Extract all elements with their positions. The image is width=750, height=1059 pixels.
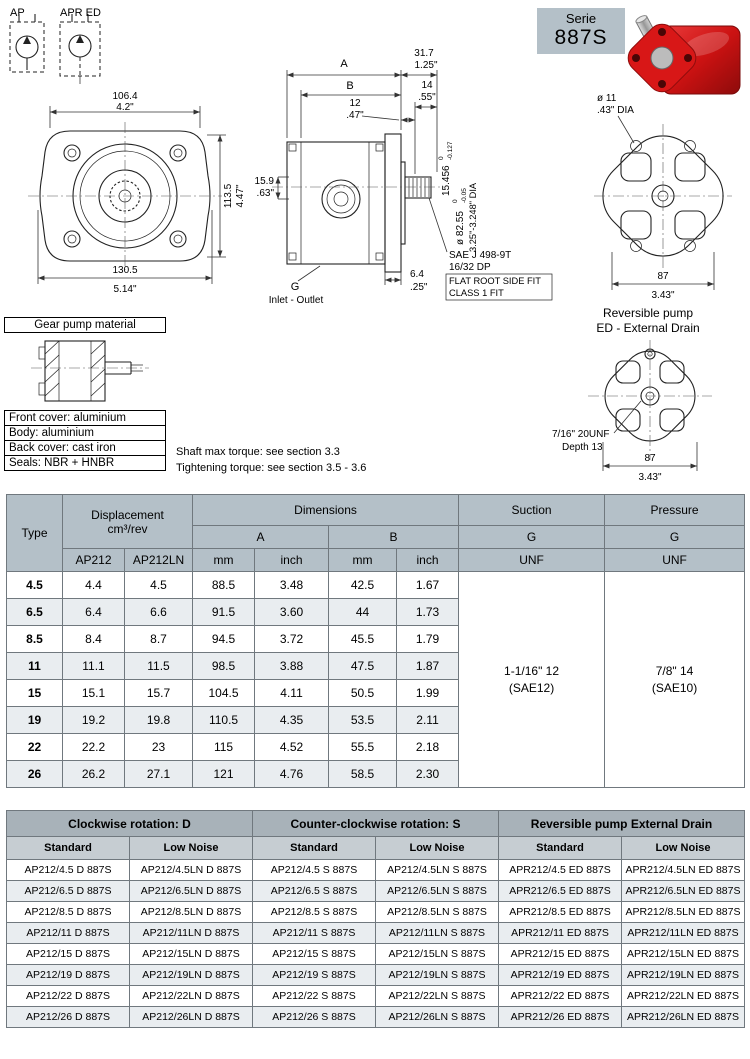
dim-pilot-mm: ø 82.55 <box>455 211 466 245</box>
part-number-cell: AP212/6.5LN D 887S <box>130 881 253 902</box>
a-mm-cell: 104.5 <box>193 680 255 707</box>
dim-64-mm: 6.4 <box>410 269 424 280</box>
part-number-cell: AP212/26 S 887S <box>253 1007 376 1028</box>
type-cell: 6.5 <box>7 599 63 626</box>
b-mm-cell: 42.5 <box>329 572 397 599</box>
header-suction: Suction <box>459 495 605 526</box>
part-number-cell: AP212/11 D 887S <box>7 923 130 944</box>
apr-ed-symbol <box>60 7 101 84</box>
dim-64-in: .25" <box>410 282 428 293</box>
part-number-cell: APR212/15 ED 887S <box>499 944 622 965</box>
material-box <box>4 317 166 471</box>
type-cell: 22 <box>7 734 63 761</box>
dim-front-overall-in: 5.14" <box>113 284 137 295</box>
header-ap212ln: AP212LN <box>125 549 193 572</box>
dim-a-label: A <box>340 58 348 70</box>
part-number-cell: APR212/6.5 ED 887S <box>499 881 622 902</box>
table-row <box>7 944 745 965</box>
a-inch-cell: 4.76 <box>255 761 329 788</box>
header-pressure-g: G <box>605 526 745 549</box>
header-dim-a: A <box>193 526 329 549</box>
part-number-cell: AP212/26 D 887S <box>7 1007 130 1028</box>
ap212-cell: 19.2 <box>63 707 125 734</box>
subheader-standard: Standard <box>7 837 130 860</box>
subheader-low-noise: Low Noise <box>130 837 253 860</box>
ap212ln-cell: 15.7 <box>125 680 193 707</box>
dim-hole-dia-mm: ø 11 <box>597 93 617 104</box>
serie-badge <box>537 8 625 54</box>
header-reversible-drain: Reversible pump External Drain <box>499 811 745 837</box>
serie-value: 887S <box>554 26 608 49</box>
dim-12-in: .47" <box>346 110 364 121</box>
header-type: Type <box>7 495 63 572</box>
header-suction-g: G <box>459 526 605 549</box>
a-mm-cell: 98.5 <box>193 653 255 680</box>
part-number-cell: AP212/19LN D 887S <box>130 965 253 986</box>
header-pressure: Pressure <box>605 495 745 526</box>
a-inch-cell: 4.52 <box>255 734 329 761</box>
table-row <box>7 572 745 599</box>
part-number-cell: AP212/19 D 887S <box>7 965 130 986</box>
b-mm-cell: 58.5 <box>329 761 397 788</box>
dim-front-width-mm: 106.4 <box>112 91 138 102</box>
b-mm-cell: 55.5 <box>329 734 397 761</box>
part-number-cell: AP212/22LN S 887S <box>376 986 499 1007</box>
part-number-cell: AP212/8.5 D 887S <box>7 902 130 923</box>
part-number-cell: APR212/11 ED 887S <box>499 923 622 944</box>
drain-depth-label: Depth 13 <box>562 442 603 453</box>
dim-pilot-in: 3.25"-3.248" DIA <box>468 182 478 252</box>
ap212-cell: 15.1 <box>63 680 125 707</box>
dim-159-mm: 15.9 <box>254 176 274 187</box>
ap212-cell: 6.4 <box>63 599 125 626</box>
part-number-cell: APR212/26 ED 887S <box>499 1007 622 1028</box>
dim-hole-dia-in: .43" DIA <box>597 105 634 116</box>
dim-317-mm: 31.7 <box>414 48 434 59</box>
material-item-back-cover: Back cover: cast iron <box>4 440 166 456</box>
part-number-cell: AP212/22 D 887S <box>7 986 130 1007</box>
dimensions-table <box>6 494 745 788</box>
table-row <box>7 860 745 881</box>
type-cell: 8.5 <box>7 626 63 653</box>
header-b-mm: mm <box>329 549 397 572</box>
type-cell: 19 <box>7 707 63 734</box>
part-number-cell: AP212/4.5 D 887S <box>7 860 130 881</box>
header-clockwise: Clockwise rotation: D <box>7 811 253 837</box>
part-number-cell: AP212/11LN D 887S <box>130 923 253 944</box>
serie-label: Serie <box>565 11 597 26</box>
b-mm-cell: 47.5 <box>329 653 397 680</box>
dim-reversible-width-in: 3.43" <box>638 472 662 483</box>
type-cell: 11 <box>7 653 63 680</box>
dim-12-mm: 12 <box>349 98 361 109</box>
ap212ln-cell: 11.5 <box>125 653 193 680</box>
subheader-low-noise: Low Noise <box>622 837 745 860</box>
suction-value-cell <box>459 572 605 788</box>
a-inch-cell: 4.11 <box>255 680 329 707</box>
part-number-cell: AP212/8.5 S 887S <box>253 902 376 923</box>
b-inch-cell: 2.18 <box>397 734 459 761</box>
a-mm-cell: 121 <box>193 761 255 788</box>
suction-value-line1: 1-1/16" 12 <box>504 663 560 678</box>
part-number-cell: AP212/6.5 D 887S <box>7 881 130 902</box>
b-mm-cell: 44 <box>329 599 397 626</box>
dim-b-label: B <box>346 80 354 92</box>
part-number-cell: APR212/26LN ED 887S <box>622 1007 745 1028</box>
dim-pilot <box>452 188 468 245</box>
dim-front-overall-mm: 130.5 <box>112 265 138 276</box>
subheader-standard: Standard <box>253 837 376 860</box>
part-number-cell: APR212/22LN ED 887S <box>622 986 745 1007</box>
ap212ln-cell: 27.1 <box>125 761 193 788</box>
dim-14-mm: 14 <box>421 80 433 91</box>
table-row <box>7 923 745 944</box>
a-mm-cell: 110.5 <box>193 707 255 734</box>
dim-back-width-in: 3.43" <box>651 290 675 301</box>
header-a-inch: inch <box>255 549 329 572</box>
ap212-cell: 8.4 <box>63 626 125 653</box>
material-item-body: Body: aluminium <box>4 425 166 441</box>
part-number-cell: AP212/19 S 887S <box>253 965 376 986</box>
part-number-cell: AP212/11LN S 887S <box>376 923 499 944</box>
a-mm-cell: 115 <box>193 734 255 761</box>
header-dimensions: Dimensions <box>193 495 459 526</box>
part-number-cell: AP212/4.5LN D 887S <box>130 860 253 881</box>
b-mm-cell: 45.5 <box>329 626 397 653</box>
b-inch-cell: 1.79 <box>397 626 459 653</box>
part-number-cell: AP212/6.5LN S 887S <box>376 881 499 902</box>
b-inch-cell: 1.87 <box>397 653 459 680</box>
material-item-front-cover: Front cover: aluminium <box>4 410 166 426</box>
dim-pilot-tol-lo: -0.05 <box>461 188 468 203</box>
part-number-cell: APR212/4.5 ED 887S <box>499 860 622 881</box>
a-inch-cell: 3.60 <box>255 599 329 626</box>
part-number-cell: AP212/15LN S 887S <box>376 944 499 965</box>
header-suction-unf: UNF <box>459 549 605 572</box>
pump-photo <box>622 14 740 97</box>
part-number-cell: APR212/4.5LN ED 887S <box>622 860 745 881</box>
table-row <box>7 902 745 923</box>
part-number-cell: AP212/15 S 887S <box>253 944 376 965</box>
part-number-cell: AP212/26LN S 887S <box>376 1007 499 1028</box>
inlet-outlet-label: Inlet - Outlet <box>268 295 324 306</box>
side-view-drawing <box>255 48 552 306</box>
dim-pilot-tol-hi: 0 <box>452 199 459 203</box>
dim-reversible-width-mm: 87 <box>644 453 656 464</box>
dim-front-width-in: 4.2" <box>116 102 134 113</box>
pressure-value-line1: 7/8" 14 <box>655 663 694 678</box>
subheader-low-noise: Low Noise <box>376 837 499 860</box>
ap212ln-cell: 6.6 <box>125 599 193 626</box>
apr-ed-symbol-label: APR ED <box>60 7 101 19</box>
part-number-cell: AP212/4.5 S 887S <box>253 860 376 881</box>
pressure-value-cell <box>605 572 745 788</box>
ap-symbol-label: AP <box>10 7 25 19</box>
part-number-cell: APR212/8.5 ED 887S <box>499 902 622 923</box>
part-number-cell: AP212/4.5LN S 887S <box>376 860 499 881</box>
part-number-cell: AP212/15LN D 887S <box>130 944 253 965</box>
header-dim-b: B <box>329 526 459 549</box>
b-inch-cell: 1.73 <box>397 599 459 626</box>
type-cell: 4.5 <box>7 572 63 599</box>
part-number-cell: AP212/8.5LN S 887S <box>376 902 499 923</box>
ap212-cell: 4.4 <box>63 572 125 599</box>
part-number-cell: AP212/22LN D 887S <box>130 986 253 1007</box>
type-cell: 15 <box>7 680 63 707</box>
ap-symbol <box>10 7 44 72</box>
header-b-inch: inch <box>397 549 459 572</box>
reversible-pump-drawing <box>552 306 712 483</box>
b-inch-cell: 1.67 <box>397 572 459 599</box>
part-number-cell: AP212/19LN S 887S <box>376 965 499 986</box>
ap212-cell: 26.2 <box>63 761 125 788</box>
b-inch-cell: 2.30 <box>397 761 459 788</box>
sae-note-line4: CLASS 1 FIT <box>449 288 504 298</box>
part-number-cell: APR212/15LN ED 887S <box>622 944 745 965</box>
a-inch-cell: 4.35 <box>255 707 329 734</box>
ordering-table <box>6 810 745 1028</box>
sae-note-line1: SAE J 498-9T <box>449 250 512 261</box>
drain-thread-label: 7/16" 20UNF <box>552 429 610 440</box>
header-ap212: AP212 <box>63 549 125 572</box>
part-number-cell: APR212/11LN ED 887S <box>622 923 745 944</box>
suction-value-line2: (SAE12) <box>508 680 555 695</box>
part-number-cell: AP212/15 D 887S <box>7 944 130 965</box>
table-row <box>7 881 745 902</box>
header-displacement <box>63 495 193 549</box>
dim-317-in: 1.25" <box>414 60 438 71</box>
header-displacement-line2: cm³/rev <box>107 521 148 536</box>
a-inch-cell: 3.88 <box>255 653 329 680</box>
header-a-mm: mm <box>193 549 255 572</box>
dim-back-width-mm: 87 <box>657 271 669 282</box>
ap212ln-cell: 8.7 <box>125 626 193 653</box>
header-counter-clockwise: Counter-clockwise rotation: S <box>253 811 499 837</box>
b-mm-cell: 50.5 <box>329 680 397 707</box>
header-pressure-unf: UNF <box>605 549 745 572</box>
part-number-cell: APR212/19 ED 887S <box>499 965 622 986</box>
a-mm-cell: 88.5 <box>193 572 255 599</box>
sae-note-line3: FLAT ROOT SIDE FIT <box>449 276 541 286</box>
ap212ln-cell: 4.5 <box>125 572 193 599</box>
a-mm-cell: 91.5 <box>193 599 255 626</box>
ap212-cell: 11.1 <box>63 653 125 680</box>
part-number-cell: APR212/19LN ED 887S <box>622 965 745 986</box>
material-drawing <box>5 334 165 410</box>
material-box-title: Gear pump material <box>4 317 166 333</box>
type-cell: 26 <box>7 761 63 788</box>
table-row <box>7 1007 745 1028</box>
table-row <box>7 965 745 986</box>
torque-notes <box>176 444 366 476</box>
part-number-cell: APR212/8.5LN ED 887S <box>622 902 745 923</box>
part-number-cell: APR212/22 ED 887S <box>499 986 622 1007</box>
dim-front-height-in: 4.47" <box>235 184 246 208</box>
part-number-cell: AP212/11 S 887S <box>253 923 376 944</box>
table-row <box>7 986 745 1007</box>
reversible-title-line2: ED - External Drain <box>596 321 700 335</box>
back-view-drawing <box>588 93 738 301</box>
dim-14-in: .55" <box>418 92 436 103</box>
dim-shaft <box>438 141 454 196</box>
note-shaft-torque: Shaft max torque: see section 3.3 <box>176 446 340 458</box>
part-number-cell: APR212/6.5LN ED 887S <box>622 881 745 902</box>
g-port-label: G <box>290 281 300 293</box>
a-mm-cell: 94.5 <box>193 626 255 653</box>
b-inch-cell: 1.99 <box>397 680 459 707</box>
header-displacement-line1: Displacement <box>91 507 164 522</box>
part-number-cell: AP212/26LN D 887S <box>130 1007 253 1028</box>
sae-note-line2: 16/32 DP <box>449 262 491 273</box>
subheader-standard: Standard <box>499 837 622 860</box>
b-inch-cell: 2.11 <box>397 707 459 734</box>
part-number-cell: AP212/22 S 887S <box>253 986 376 1007</box>
b-mm-cell: 53.5 <box>329 707 397 734</box>
ap212-cell: 22.2 <box>63 734 125 761</box>
ap212ln-cell: 19.8 <box>125 707 193 734</box>
dim-shaft-tol-hi: 0 <box>438 156 445 160</box>
a-inch-cell: 3.72 <box>255 626 329 653</box>
part-number-cell: AP212/6.5 S 887S <box>253 881 376 902</box>
a-inch-cell: 3.48 <box>255 572 329 599</box>
dim-shaft-mm: 15.456 <box>441 165 452 196</box>
note-tightening-torque: Tightening torque: see section 3.5 - 3.6 <box>176 462 367 474</box>
part-number-cell: AP212/8.5LN D 887S <box>130 902 253 923</box>
ap212ln-cell: 23 <box>125 734 193 761</box>
front-view-drawing <box>28 91 246 295</box>
dim-159-in: .63" <box>256 188 274 199</box>
dim-front-height-mm: 113.5 <box>223 183 234 209</box>
reversible-title-line1: Reversible pump <box>602 306 694 320</box>
dim-shaft-tol-lo: -0.127 <box>447 141 454 160</box>
material-item-seals: Seals: NBR + HNBR <box>4 455 166 471</box>
pressure-value-line2: (SAE10) <box>651 680 698 695</box>
